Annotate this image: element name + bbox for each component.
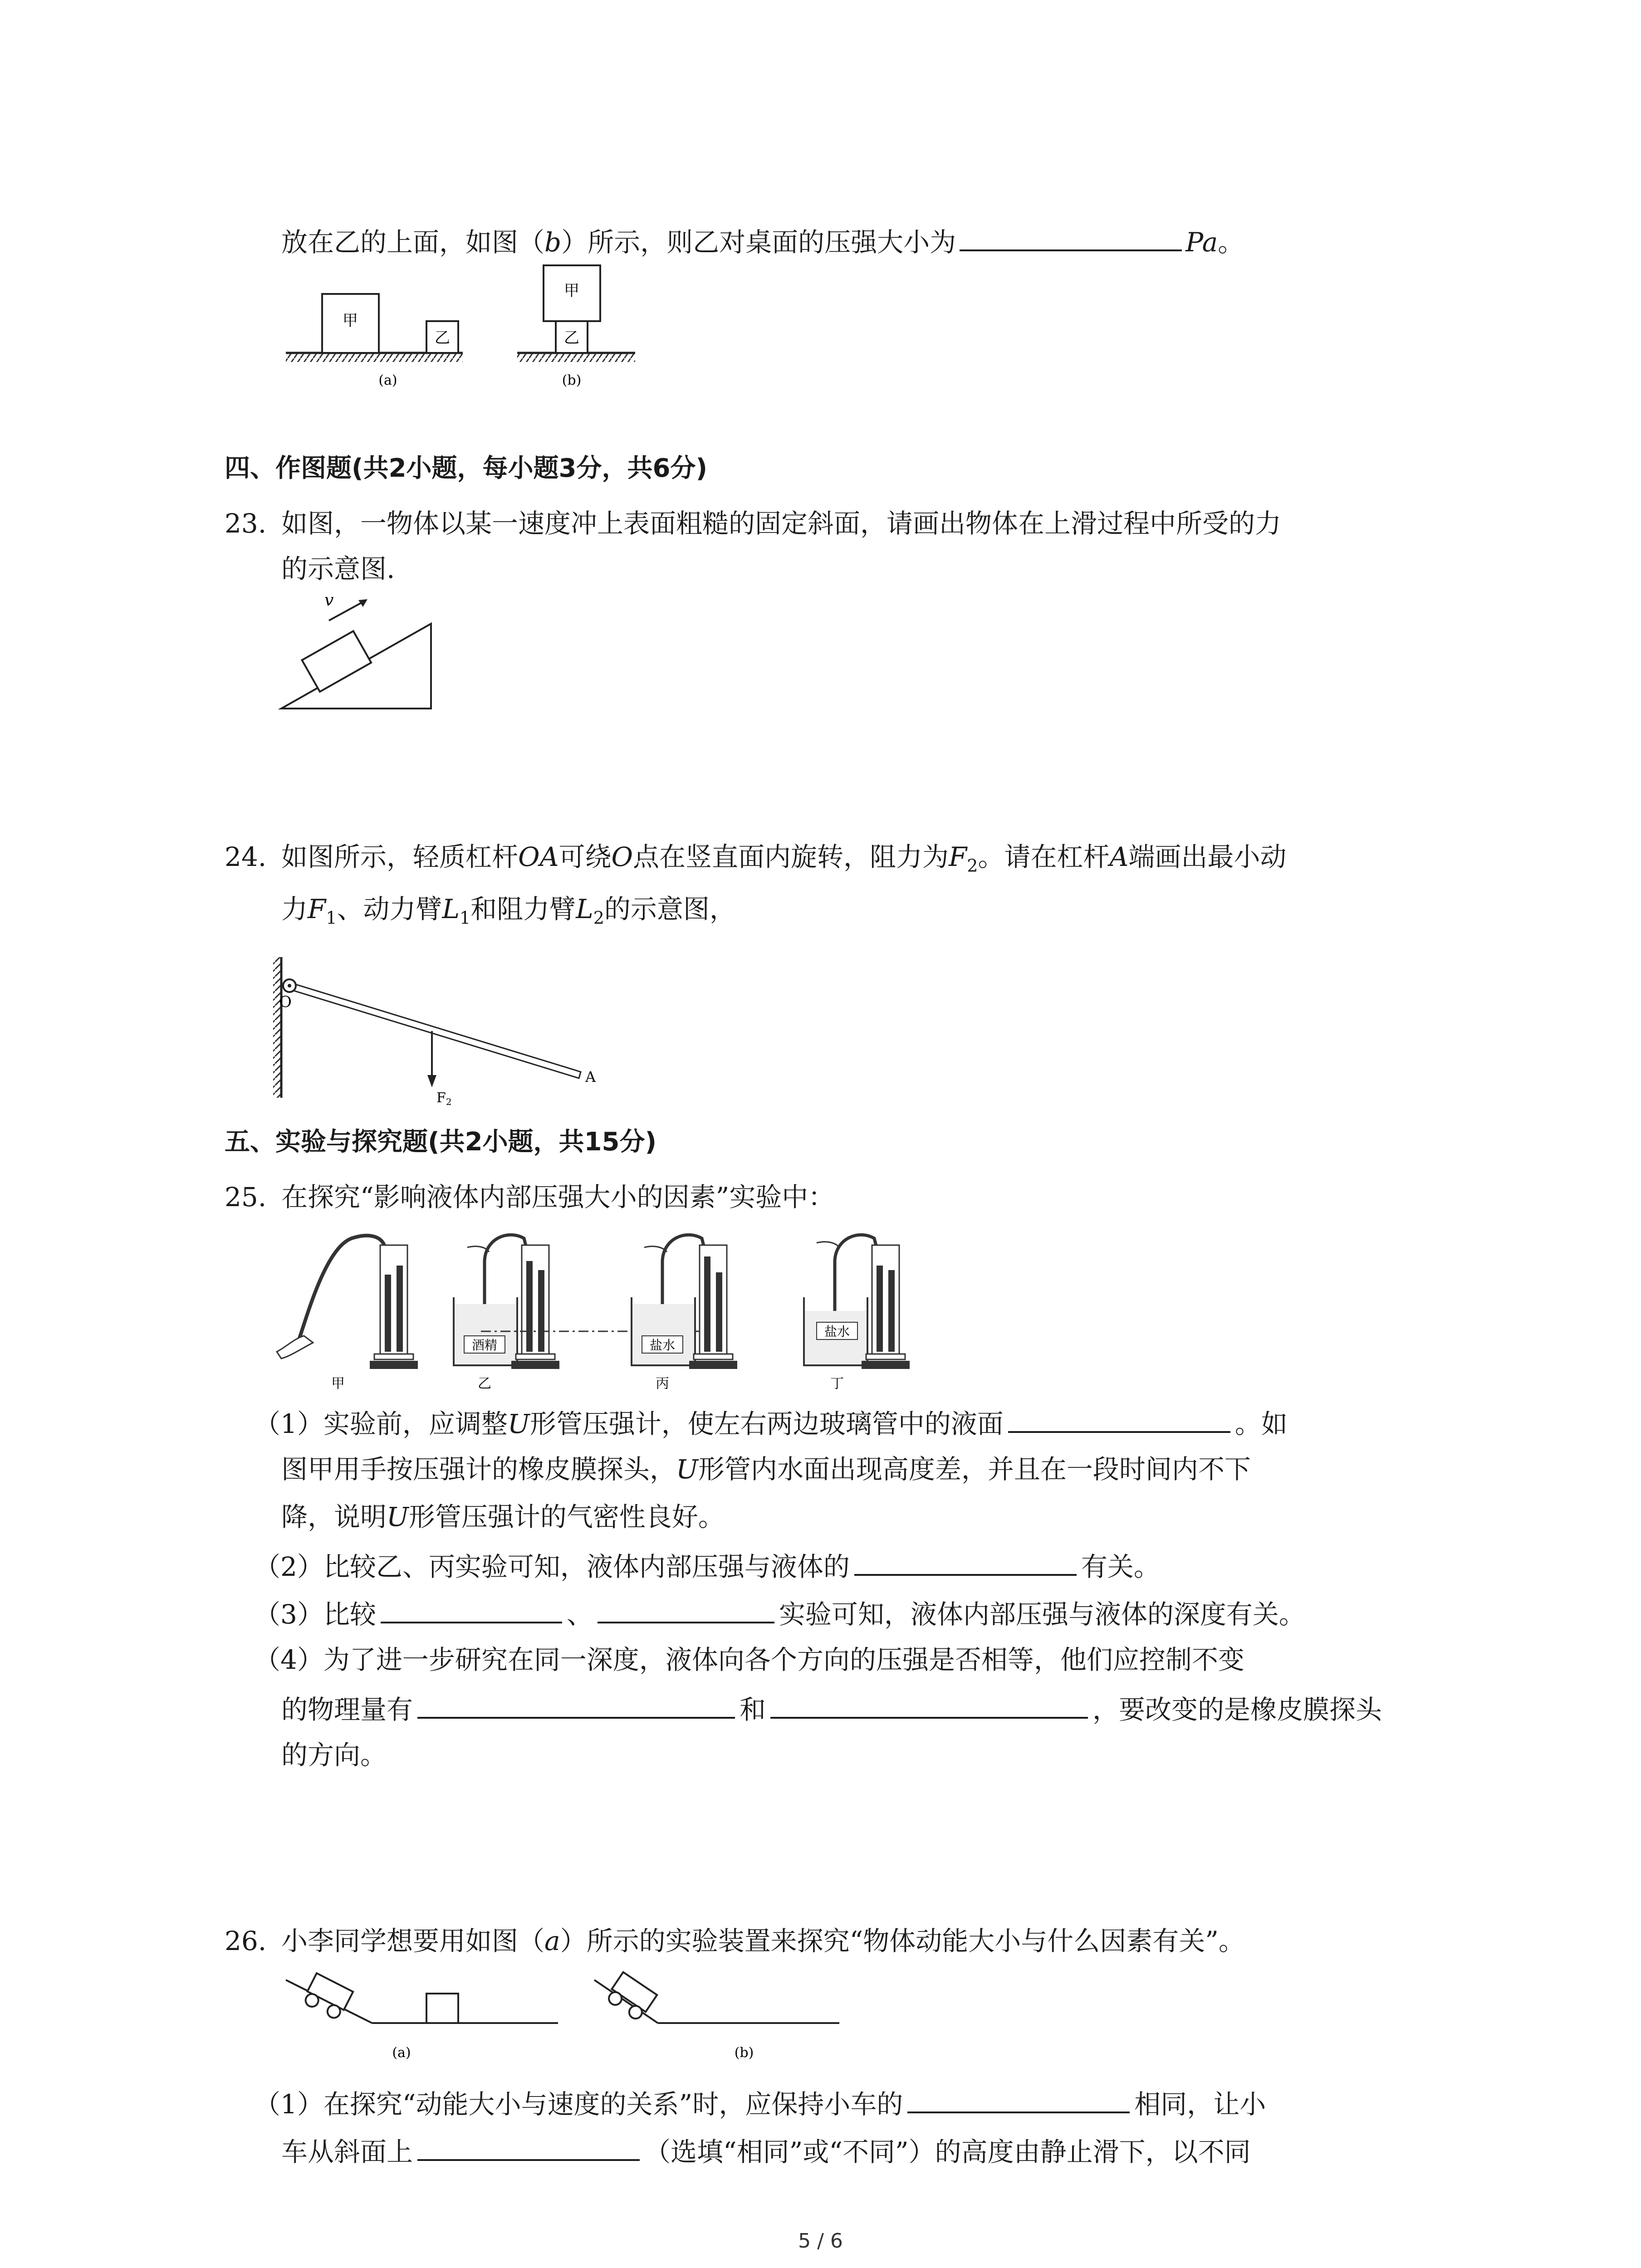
section-5-title: 五、实验与探究题(共2小题，共15分)	[225, 1127, 657, 1157]
caption-b: (b)	[734, 2045, 754, 2061]
wood-block	[426, 1994, 458, 2023]
lever-oa	[286, 982, 581, 1078]
q26-cart-figure	[281, 1966, 853, 2071]
q25-pressure-gauge-figure	[272, 1220, 953, 1393]
label-yi-a: 乙	[435, 329, 450, 347]
label-a: A	[585, 1068, 596, 1085]
label-jia-a: 甲	[343, 312, 358, 330]
figure-a	[286, 1973, 558, 2061]
q22-figure	[281, 268, 644, 399]
liquid-label-brine-ding: 盐水	[824, 1324, 850, 1339]
section-4-title: 四、作图题(共2小题，每小题3分，共6分)	[225, 454, 708, 483]
wall	[273, 957, 280, 1098]
caption-ding: 丁	[830, 1376, 844, 1392]
label-f2: $F_2$	[436, 1090, 452, 1107]
q24-line2: 力$F_1$、动力臂$L_1$和阻力臂$L_2$的示意图，	[281, 894, 736, 928]
caption-yi: 乙	[478, 1376, 491, 1392]
q23-line2: 的示意图.	[281, 553, 395, 584]
caption-b: (b)	[562, 372, 582, 388]
liquid-label-brine-bing: 盐水	[649, 1338, 676, 1353]
q23-number: 23.	[225, 508, 267, 539]
answer-blank-q25-3b[interactable]	[598, 1599, 774, 1623]
q24-line1: 如图所示，轻质杠杆OA可绕O点在竖直面内旋转，阻力为$F_2$。请在杠杆A端画出最小动	[281, 841, 1287, 876]
q24-lever-figure	[268, 955, 631, 1114]
force-f2-arrow	[427, 1075, 436, 1087]
q25-intro: 在探究“影响液体内部压强大小的因素”实验中：	[281, 1182, 835, 1212]
label-o: O	[279, 993, 292, 1011]
q22-text: 放在乙的上面，如图（b）所示，则乙对桌面的压强大小为 Pa。	[281, 227, 1244, 258]
q26-part1-line1: （1）在探究“动能大小与速度的关系”时，应保持小车的 相同，让小	[254, 2089, 1266, 2120]
q23-line1: 如图，一物体以某一速度冲上表面粗糙的固定斜面，请画出物体在上滑过程中所受的力	[281, 508, 1282, 539]
q25-part4-line1: （4）为了进一步研究在同一深度，液体向各个方向的压强是否相等，他们应控制不变	[254, 1644, 1244, 1675]
gauge-yi	[454, 1235, 559, 1392]
caption-jia: 甲	[331, 1376, 345, 1392]
answer-blank-q26-1a[interactable]	[907, 2089, 1130, 2113]
velocity-label: v	[324, 591, 334, 610]
page-number: 5 / 6	[798, 2229, 843, 2253]
q25-part1-line2: 图甲用手按压强计的橡皮膜探头，U形管内水面出现高度差，并且在一段时间内不下	[281, 1454, 1251, 1485]
answer-blank-q25-4a[interactable]	[417, 1694, 735, 1719]
gauge-jia	[277, 1236, 418, 1392]
q26-number: 26.	[225, 1926, 267, 1956]
answer-blank-q26-1b[interactable]	[417, 2136, 640, 2161]
caption-bing: 丙	[656, 1376, 669, 1392]
q24-number: 24.	[225, 841, 267, 872]
q25-part4-line2: 的物理量有 和 ，要改变的是橡皮膜探头	[281, 1694, 1382, 1725]
gauge-ding	[804, 1235, 910, 1392]
q25-number: 25.	[225, 1182, 267, 1212]
q25-part4-line3: 的方向。	[281, 1740, 387, 1770]
q25-part1-line3: 降，说明U形管压强计的气密性良好。	[281, 1501, 725, 1532]
answer-blank-q22[interactable]	[960, 227, 1182, 251]
answer-blank-q25-2[interactable]	[854, 1551, 1077, 1576]
q25-part3: （3）比较 、 实验可知，液体内部压强与液体的深度有关。	[254, 1599, 1305, 1630]
q26-line1: 小李同学想要用如图（a）所示的实验装置来探究“物体动能大小与什么因素有关”。	[281, 1926, 1245, 1956]
label-yi-b: 乙	[564, 329, 579, 347]
gauge-bing	[632, 1235, 737, 1392]
q25-part1-line1: （1）实验前，应调整U形管压强计，使左右两边玻璃管中的液面 。如	[254, 1408, 1288, 1439]
caption-a: (a)	[378, 372, 397, 388]
answer-blank-q25-3a[interactable]	[381, 1599, 562, 1623]
liquid-label-alcohol: 酒精	[471, 1338, 498, 1353]
figure-b	[594, 1972, 839, 2061]
q25-part2: （2）比较乙、丙实验可知，液体内部压强与液体的 有关。	[254, 1551, 1160, 1582]
q23-incline-figure	[277, 585, 449, 717]
q26-part1-line2: 车从斜面上 （选填“相同”或“不同”）的高度由静止滑下，以不同	[281, 2136, 1251, 2167]
answer-blank-q25-4b[interactable]	[770, 1694, 1088, 1719]
label-jia-b: 甲	[564, 282, 579, 300]
caption-a: (a)	[392, 2045, 411, 2061]
answer-blank-q25-1[interactable]	[1008, 1408, 1230, 1433]
